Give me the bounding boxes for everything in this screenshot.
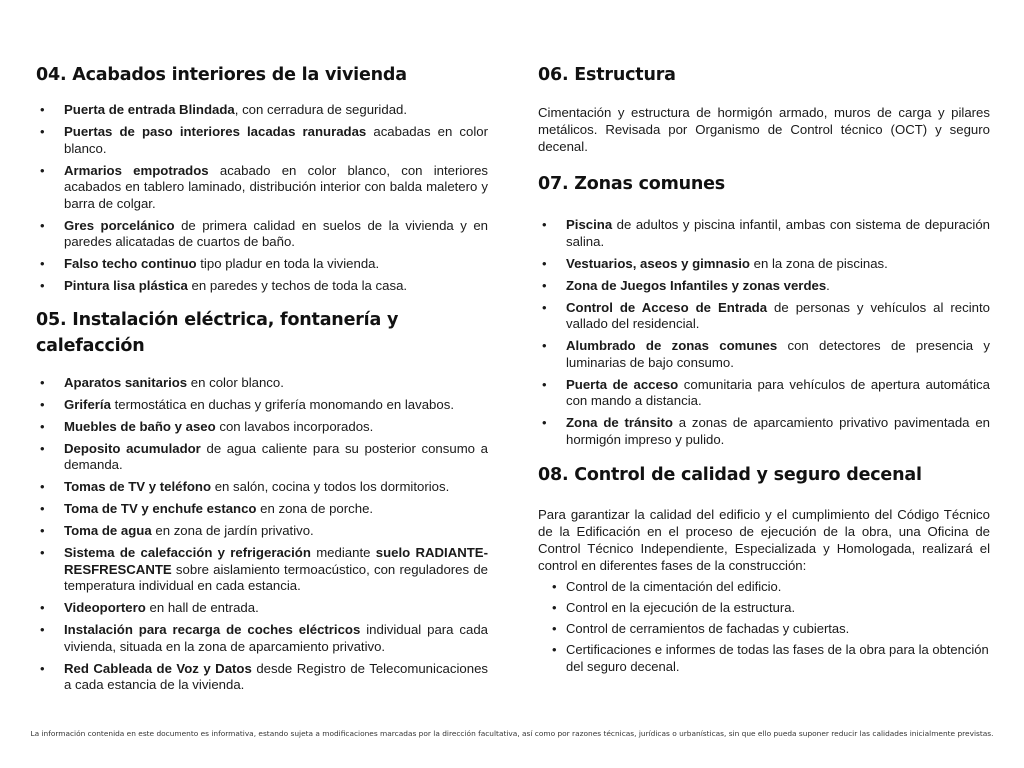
- list-item: [538, 256, 990, 273]
- item-bold-text: Toma de TV y enchufe estanco: [64, 501, 257, 516]
- section-07-title: 07. Zonas comunes: [538, 174, 726, 194]
- list-item: [36, 256, 488, 273]
- item-bold-text: Aparatos sanitarios: [64, 374, 188, 390]
- item-bold-text: Puertas de paso interiores lacadas ranuradas: [64, 124, 367, 139]
- item-text: en salón, cocina y todos los dormitorios.: [211, 479, 450, 494]
- item-bold-text: Toma de agua: [64, 523, 152, 538]
- item-text: comunitaria para vehículos de apertura automática con mando a distancia.: [566, 376, 990, 408]
- section-08-list: [538, 578, 990, 675]
- item-text: en paredes y techos de toda la casa.: [187, 278, 408, 293]
- right-column: [538, 62, 990, 679]
- item-text: con detectores de presencia y luminarias de bajo consumo.: [566, 338, 990, 370]
- list-item: [36, 479, 488, 496]
- item-text: de primera calidad en suelos de la vivienda y en paredes alicatadas de cuartos de baño.: [64, 217, 488, 249]
- list-item: [36, 375, 488, 392]
- list-item: [36, 661, 488, 694]
- item-text: en color blanco.: [187, 374, 284, 390]
- list-item: [36, 163, 488, 213]
- section-08-text: Para garantizar la calidad del edificio y el cumplimiento del Código Técnico de la Edificación en el proceso de ejecución de la obra, una Oficina de Control Técnico Independiente, Especializada y Homologada, realizará el control en diferentes fases de la construcción:: [538, 507, 990, 573]
- list-item: [538, 300, 990, 333]
- item-text: , con cerradura de seguridad.: [234, 102, 408, 117]
- item-bold-text: Piscina: [566, 217, 613, 232]
- item-bold-text: Muebles de baño y aseo: [64, 418, 216, 434]
- item-text: tipo pladur en toda la vivienda.: [196, 256, 380, 271]
- list-item: [36, 545, 488, 595]
- item-text: de personas y vehículos al recinto vallado del residencial.: [566, 299, 990, 331]
- list-item: [538, 415, 990, 448]
- item-bold-text: Zona de tránsito: [566, 415, 673, 430]
- list-item: [36, 124, 488, 157]
- item-bold-text: Instalación para recarga de coches eléctricos: [64, 622, 361, 637]
- section-06-text: Cimentación y estructura de hormigón armado, muros de carga y pilares metálicos. Revisada por Organismo de Control técnico (OCT) y seguro decenal.: [538, 105, 990, 154]
- disclaimer-footer: La información contenida en este documento es informativa, estando sujeta a modificaciones marcadas por la dirección facultativa, así como por razones técnicas, jurídicas o urbanísticas, sin que ello pueda suponer reducir las calidades inicialmente previstas.: [30, 729, 994, 738]
- section-08-title: 08. Control de calidad y seguro decenal: [538, 465, 922, 485]
- item-text: en zona de porche.: [256, 501, 374, 516]
- list-item: [36, 600, 488, 617]
- item-text: de agua caliente para su posterior consumo a demanda.: [64, 440, 489, 472]
- item-text: en hall de entrada.: [145, 600, 259, 615]
- item-bold-text: Puerta de acceso: [566, 376, 679, 392]
- list-item: [36, 419, 488, 436]
- item-text: acabado en color blanco, con interiores acabados en tablero laminado, distribución interior con balda maletero y barra de colgar.: [64, 162, 488, 211]
- section-05-list: [36, 375, 488, 694]
- item-bold-text: Puerta de entrada Blindada: [64, 102, 235, 117]
- item-bold-text: Sistema de calefacción y refrigeración: [64, 545, 311, 560]
- item-bold-text: Grifería: [64, 396, 111, 412]
- item-bold-text: Alumbrado de zonas comunes: [566, 338, 778, 353]
- item-bold-text: suelo RADIANTE-RESFRESCANTE: [64, 545, 488, 577]
- list-item: • Certificaciones e informes de todas las fases de la obra para la obtención del seguro decenal.: [538, 641, 990, 675]
- list-item: [36, 622, 488, 655]
- item-text: a zonas de aparcamiento privativo pavimentada en hormigón impreso y pulido.: [566, 415, 991, 447]
- item-text: sobre aislamiento termoacústico, con reguladores de temperatura individual en cada estancia.: [64, 561, 488, 593]
- item-bold-text: Tomas de TV y teléfono: [64, 479, 212, 494]
- item-bold-text: Zona de Juegos Infantiles y zonas verdes: [566, 277, 827, 293]
- item-bold-text: Vestuarios, aseos y gimnasio: [566, 255, 750, 271]
- item-bold-text: Deposito acumulador: [64, 440, 201, 456]
- list-item: [36, 523, 488, 540]
- item-bold-text: Control de Acceso de Entrada: [566, 299, 768, 315]
- item-bold-text: Gres porcelánico: [64, 217, 175, 233]
- section-07-list: [538, 217, 990, 448]
- list-item: • Control de la cimentación del edificio.: [538, 578, 990, 595]
- item-bold-text: Falso techo continuo: [64, 256, 197, 271]
- list-item: [36, 501, 488, 518]
- item-bold-text: Armarios empotrados: [64, 162, 209, 178]
- section-06-title: 06. Estructura: [538, 65, 676, 85]
- item-text: de adultos y piscina infantil, ambas con sistema de depuración salina.: [566, 217, 990, 249]
- item-bold-text: Videoportero: [64, 600, 146, 615]
- list-item: [538, 338, 990, 371]
- list-item: [36, 218, 488, 251]
- item-text: mediante: [310, 545, 376, 560]
- list-item: [36, 278, 488, 295]
- item-text: en zona de jardín privativo.: [151, 523, 314, 538]
- item-text: desde Registro de Telecomunicaciones a cada estancia de la vivienda.: [64, 660, 488, 692]
- section-04-list: [36, 102, 488, 295]
- item-text: individual para cada vivienda, situada en la zona de aparcamiento privativo.: [64, 622, 489, 654]
- left-column: [36, 62, 488, 699]
- item-text: en la zona de piscinas.: [749, 255, 888, 271]
- list-item: • Control de cerramientos de fachadas y cubiertas.: [538, 620, 990, 637]
- list-item: [538, 377, 990, 410]
- item-text: acabadas en color blanco.: [64, 124, 489, 156]
- list-item: [538, 278, 990, 295]
- section-05-title: 05. Instalación eléctrica, fontanería y calefacción: [36, 309, 399, 356]
- item-text: .: [826, 277, 830, 293]
- list-item: [36, 441, 488, 474]
- item-text: con lavabos incorporados.: [215, 418, 374, 434]
- item-bold-text: Red Cableada de Voz y Datos: [64, 660, 252, 676]
- section-04-title: 04. Acabados interiores de la vivienda: [36, 65, 407, 85]
- item-bold-text: Pintura lisa plástica: [64, 278, 188, 293]
- item-text: termostática en duchas y grifería monomando en lavabos.: [110, 396, 454, 412]
- list-item: [538, 217, 990, 250]
- list-item: [36, 397, 488, 414]
- list-item: • Control en la ejecución de la estructura.: [538, 599, 990, 616]
- list-item: [36, 102, 488, 119]
